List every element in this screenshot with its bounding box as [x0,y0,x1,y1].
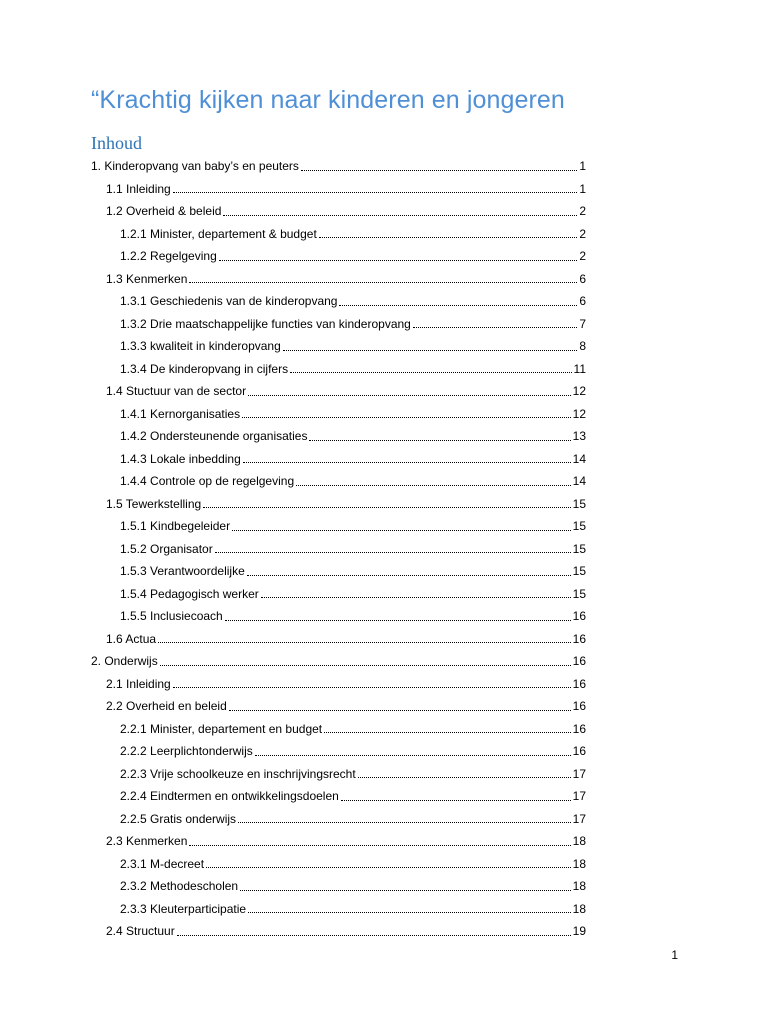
toc-entry-label: 2.2.3 Vrije schoolkeuze en inschrijvingsrecht [120,766,356,781]
toc-entry-label: 1.3.4 De kinderopvang in cijfers [120,361,289,376]
toc-entry-label: 1.5.5 Inclusiecoach [120,609,223,624]
toc-entry-page-number: 12 [572,406,586,421]
toc-dot-leader [255,741,571,756]
toc-entry-label: 1.2.1 Minister, departement & budget [120,226,317,241]
toc-dot-leader [301,156,577,171]
toc-heading: Inhoud [91,133,142,153]
toc-entry-page-number: 15 [572,496,586,511]
toc-dot-leader [173,178,578,193]
toc-dot-leader [219,246,578,261]
toc-entry-label: 1.3.3 kwaliteit in kinderopvang [120,339,281,354]
toc-entry-page-number: 18 [572,856,586,871]
toc-entry[interactable] [0,335,677,358]
toc-entry-page-number: 8 [579,339,586,354]
toc-entry-label: 2.2.4 Eindtermen en ontwikkelingsdoelen [120,789,339,804]
toc-entry[interactable] [0,223,677,246]
toc-dot-leader [232,516,571,531]
toc-entry[interactable] [0,875,677,898]
toc-entry-page-number: 15 [572,564,586,579]
toc-dot-leader [189,831,570,846]
toc-entry-label: 1.4.3 Lokale inbedding [120,451,241,466]
toc-dot-leader [206,853,571,868]
toc-entry[interactable] [0,830,677,853]
toc-entry[interactable] [0,538,677,561]
toc-dot-leader [177,921,571,936]
toc-dot-leader [283,336,578,351]
toc-entry-label: 2.4 Structuur [106,924,175,939]
toc-entry-page-number: 16 [572,699,586,714]
toc-entry-page-number: 13 [572,429,586,444]
toc-entry[interactable] [0,380,677,403]
toc-entry[interactable] [0,470,677,493]
toc-entry[interactable] [0,673,677,696]
toc-entry-label: 1.4.2 Ondersteunende organisaties [120,429,308,444]
toc-dot-leader [296,471,571,486]
toc-entry-label: 1.1 Inleiding [106,181,171,196]
toc-entry[interactable] [0,785,677,808]
toc-entry-page-number: 16 [572,721,586,736]
toc-entry[interactable] [0,290,677,313]
toc-entry-label: 1.4.1 Kernorganisaties [120,406,241,421]
toc-dot-leader [243,448,571,463]
toc-entry-page-number: 18 [572,879,586,894]
toc-entry-label: 1.4.4 Controle op de regelgeving [120,474,295,489]
toc-entry[interactable] [0,448,677,471]
toc-entry-page-number: 12 [572,384,586,399]
toc-entry-page-number: 16 [572,609,586,624]
toc-entry[interactable] [0,268,677,291]
toc-entry-label: 2.3.3 Kleuterparticipatie [120,901,247,916]
toc-entry-page-number: 15 [572,586,586,601]
toc-entry-label: 1.5.1 Kindbegeleider [120,519,231,534]
toc-entry-label: 2.3.2 Methodescholen [120,879,239,894]
table-of-contents [0,155,768,943]
toc-entry[interactable] [0,920,677,943]
toc-entry-page-number: 16 [572,654,586,669]
toc-dot-leader [173,673,571,688]
toc-entry-label: 2.2 Overheid en beleid [106,699,227,714]
toc-entry[interactable] [0,155,677,178]
toc-entry-page-number: 16 [572,744,586,759]
toc-entry[interactable] [0,493,677,516]
toc-entry-page-number: 2 [579,204,586,219]
toc-entry-page-number: 18 [572,901,586,916]
toc-entry-page-number: 2 [579,249,586,264]
toc-dot-leader [341,786,571,801]
toc-entry-label: 1.5 Tewerkstelling [106,496,202,511]
toc-entry[interactable] [0,808,677,831]
toc-entry[interactable] [0,515,677,538]
toc-entry-page-number: 16 [572,676,586,691]
toc-dot-leader [160,651,571,666]
toc-entry[interactable] [0,200,677,223]
toc-entry-label: 1. Kinderopvang van baby’s en peuters [91,159,299,174]
toc-dot-leader [247,561,571,576]
toc-dot-leader [158,628,571,643]
toc-entry-page-number: 6 [579,294,586,309]
toc-entry[interactable] [0,178,677,201]
toc-entry-page-number: 2 [579,226,586,241]
toc-entry-page-number: 17 [572,811,586,826]
toc-entry[interactable] [0,605,677,628]
toc-entry-label: 1.3 Kenmerken [106,271,188,286]
toc-dot-leader [215,538,571,553]
toc-entry-label: 2. Onderwijs [91,654,158,669]
document-title: “Krachtig kijken naar kinderen en jongeren [91,86,565,114]
toc-entry-label: 1.3.1 Geschiedenis van de kinderopvang [120,294,338,309]
toc-entry[interactable] [0,650,677,673]
toc-entry-label: 1.2.2 Regelgeving [120,249,217,264]
toc-dot-leader [242,403,571,418]
toc-dot-leader [339,291,577,306]
toc-dot-leader [223,201,577,216]
toc-dot-leader [189,268,577,283]
toc-entry[interactable] [0,628,677,651]
toc-entry[interactable] [0,695,677,718]
toc-dot-leader [225,606,571,621]
toc-dot-leader [413,313,577,328]
toc-dot-leader [248,381,571,396]
toc-dot-leader [238,808,571,823]
toc-entry-label: 1.3.2 Drie maatschappelijke functies van kinderopvang [120,316,411,331]
toc-entry-label: 2.3 Kenmerken [106,834,188,849]
toc-entry[interactable] [0,763,677,786]
toc-entry-page-number: 7 [579,316,586,331]
toc-entry[interactable] [0,560,677,583]
toc-entry[interactable] [0,425,677,448]
toc-entry[interactable] [0,403,677,426]
toc-entry-page-number: 15 [572,541,586,556]
toc-entry-label: 2.2.5 Gratis onderwijs [120,811,237,826]
toc-entry-label: 1.5.2 Organisator [120,541,213,556]
toc-entry-label: 1.6 Actua [106,631,157,646]
toc-entry-page-number: 14 [572,451,586,466]
toc-entry[interactable] [0,313,677,336]
toc-entry-page-number: 1 [579,159,586,174]
toc-entry[interactable] [0,583,677,606]
toc-entry-label: 2.1 Inleiding [106,676,171,691]
toc-entry-page-number: 15 [572,519,586,534]
toc-dot-leader [229,696,571,711]
toc-entry-page-number: 1 [579,181,586,196]
toc-dot-leader [319,223,578,238]
toc-entry-page-number: 11 [573,361,586,376]
toc-entry-label: 1.5.4 Pedagogisch werker [120,586,259,601]
toc-dot-leader [240,876,571,891]
toc-entry-page-number: 18 [572,834,586,849]
toc-entry[interactable] [0,853,677,876]
toc-entry[interactable] [0,740,677,763]
toc-entry[interactable] [0,718,677,741]
toc-entry-label: 2.2.2 Leerplichtonderwijs [120,744,253,759]
toc-entry-label: 1.4 Stuctuur van de sector [106,384,247,399]
toc-entry-page-number: 17 [572,766,586,781]
toc-entry[interactable] [0,245,677,268]
toc-entry-page-number: 17 [572,789,586,804]
toc-entry-label: 1.5.3 Verantwoordelijke [120,564,245,579]
page-number: 1 [671,948,678,962]
toc-entry-label: 2.2.1 Minister, departement en budget [120,721,323,736]
toc-entry[interactable] [0,898,677,921]
toc-dot-leader [261,583,571,598]
toc-dot-leader [324,718,571,733]
toc-entry[interactable] [0,358,677,381]
toc-dot-leader [309,426,570,441]
toc-dot-leader [290,358,571,373]
toc-entry-page-number: 6 [579,271,586,286]
toc-dot-leader [358,763,571,778]
toc-entry-page-number: 16 [572,631,586,646]
toc-entry-page-number: 19 [572,924,586,939]
toc-entry-label: 2.3.1 M-decreet [120,856,205,871]
toc-entry-label: 1.2 Overheid & beleid [106,204,222,219]
toc-dot-leader [248,898,571,913]
toc-entry-page-number: 14 [572,474,586,489]
toc-dot-leader [203,493,570,508]
